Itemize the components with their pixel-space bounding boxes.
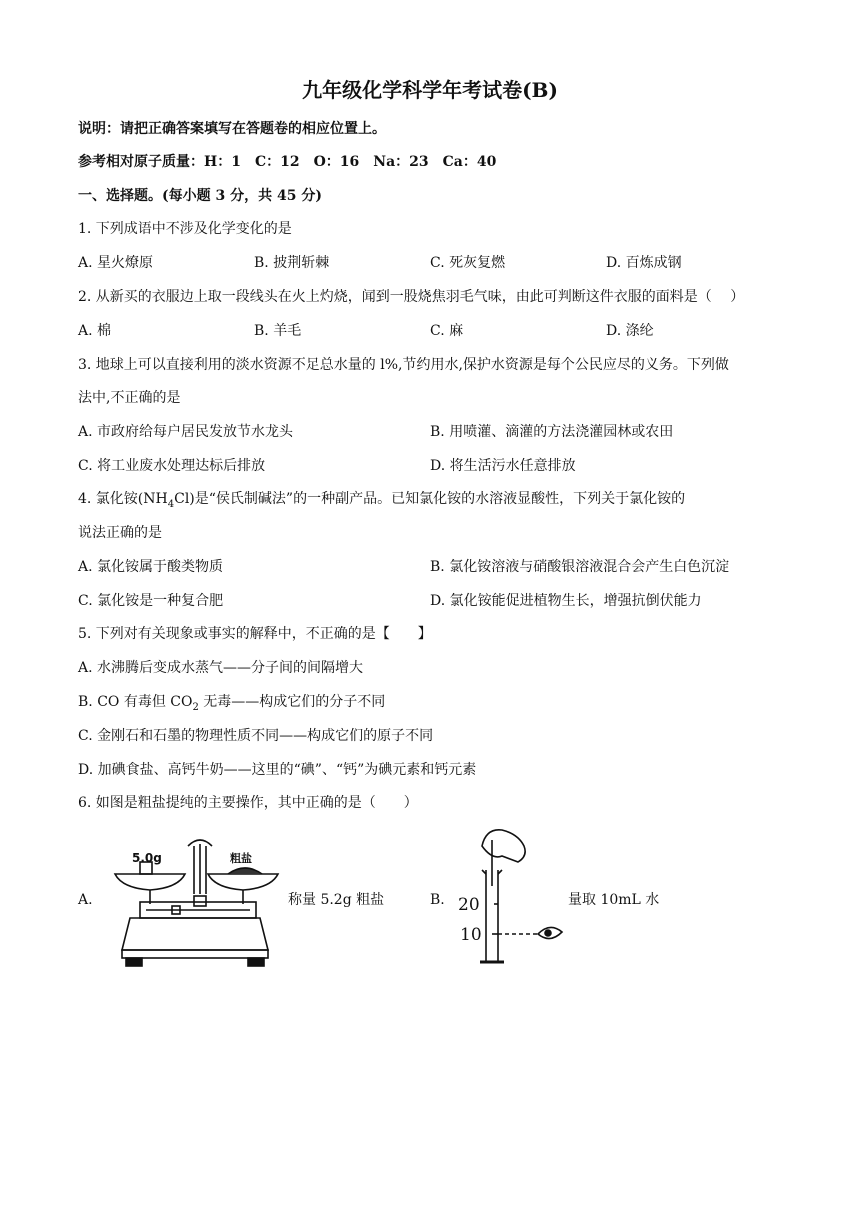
q6-option-a-text: 称量 5.2g 粗盐 — [288, 892, 385, 908]
q4-stem-pre: 4. 氯化铵(NH — [78, 491, 168, 507]
q5-option-b-post: 无毒——构成它们的分子不同 — [198, 694, 386, 710]
instruction-text: 说明：请把正确答案填写在答题卷的相应位置上。 — [78, 121, 386, 137]
question-4-stem-line2: 说法正确的是 — [78, 525, 162, 541]
page-title: 九年级化学科学年考试卷(B) — [302, 78, 558, 102]
balance-scale-figure — [110, 832, 280, 970]
q3-option-a: A. 市政府给每户居民发放节水龙头 — [78, 424, 294, 440]
question-5-stem: 5. 下列对有关现象或事实的解释中，不正确的是【 】 — [78, 626, 432, 642]
q4-option-d: D. 氯化铵能促进植物生长，增强抗倒伏能力 — [430, 593, 702, 609]
q5-option-b — [78, 692, 385, 712]
q1-option-c: C. 死灰复燃 — [430, 255, 506, 271]
atomic-masses-text: 参考相对原子质量：H：1 C：12 O：16 Na：23 Ca：40 — [78, 154, 497, 170]
q2-option-a: A. 棉 — [78, 323, 112, 339]
cylinder-mark-lower: 10 — [460, 925, 482, 945]
question-3-stem-line2: 法中,不正确的是 — [78, 390, 181, 406]
graduated-cylinder-figure — [452, 826, 568, 972]
section-header: 一、选择题。(每小题 3 分，共 45 分) — [78, 188, 322, 204]
question-1-stem: 1. 下列成语中不涉及化学变化的是 — [78, 221, 292, 237]
q1-option-d: D. 百炼成钢 — [606, 255, 682, 271]
q1-option-b: B. 披荆斩棘 — [254, 255, 330, 271]
q5-option-d: D. 加碘食盐、高钙牛奶——这里的“碘”、“钙”为碘元素和钙元素 — [78, 762, 477, 778]
question-3-stem-line1: 3. 地球上可以直接利用的淡水资源不足总水量的 l%,节约用水,保护水资源是每个公民应尽的义务。下列做 — [78, 357, 729, 373]
q6-option-a-letter: A. — [78, 892, 93, 908]
q6-option-b-letter: B. — [430, 892, 445, 908]
q2-option-d: D. 涤纶 — [606, 323, 654, 339]
q6-option-b-text: 量取 10mL 水 — [568, 892, 660, 908]
q3-option-c: C. 将工业废水处理达标后排放 — [78, 458, 266, 474]
q4-option-b: B. 氯化铵溶液与硝酸银溶液混合会产生白色沉淀 — [430, 559, 730, 575]
q5-option-b-sub: 2 — [192, 701, 199, 713]
q1-option-a: A. 星火燎原 — [78, 255, 154, 271]
q2-option-c: C. 麻 — [430, 323, 464, 339]
question-4-stem-line1 — [78, 489, 685, 509]
weight-label: 5.0g — [132, 851, 162, 865]
q4-option-a: A. 氯化铵属于酸类物质 — [78, 559, 224, 575]
salt-label: 粗盐 — [230, 852, 252, 865]
hand-icon — [482, 830, 525, 862]
question-2-stem: 2. 从新买的衣服边上取一段线头在火上灼烧，闻到一股烧焦羽毛气味，由此可判断这件衣服的面料是（ ） — [78, 289, 745, 305]
left-pan — [115, 874, 185, 890]
q5-option-a: A. 水沸腾后变成水蒸气——分子间的间隔增大 — [78, 660, 364, 676]
salt-pile — [228, 868, 262, 874]
q4-stem-sub: 4 — [167, 498, 175, 510]
q3-option-b: B. 用喷灌、滴灌的方法浇灌园林或农田 — [430, 424, 674, 440]
q4-stem-post: Cl)是“侯氏制碱法”的一种副产品。已知氯化铵的水溶液显酸性，下列关于氯化铵的 — [174, 491, 686, 507]
q4-option-c: C. 氯化铵是一种复合肥 — [78, 593, 224, 609]
question-6-stem: 6. 如图是粗盐提纯的主要操作，其中正确的是（ ） — [78, 795, 418, 811]
q3-option-d: D. 将生活污水任意排放 — [430, 458, 576, 474]
right-pan — [208, 874, 278, 890]
q2-option-b: B. 羊毛 — [254, 323, 302, 339]
q5-option-c: C. 金刚石和石墨的物理性质不同——构成它们的原子不同 — [78, 728, 434, 744]
q5-option-b-pre: B. CO 有毒但 CO — [78, 694, 193, 710]
cylinder-mark-upper: 20 — [458, 895, 480, 915]
